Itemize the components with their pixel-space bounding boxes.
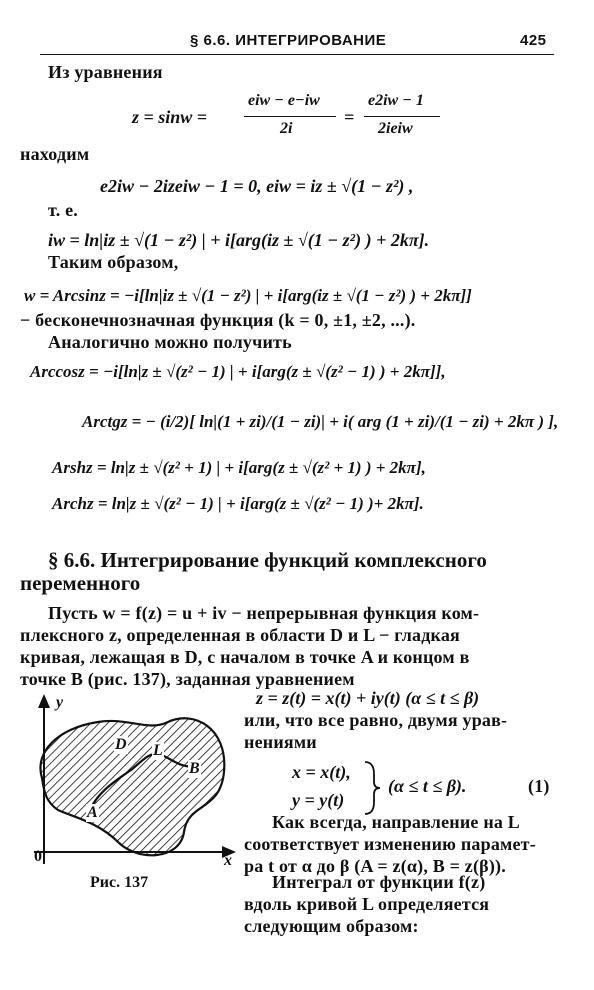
figure-caption: Рис. 137 xyxy=(90,874,149,891)
formula-arccos: Arccosz = −i[ln|z ± √(z² − 1) | + i[arg(z ± √(z² − 1) ) + 2kπ]], xyxy=(30,362,446,381)
region-d xyxy=(40,718,224,855)
text-line: нениями xyxy=(244,732,317,752)
text-line: Таким образом, xyxy=(48,252,179,272)
fraction-2-numerator: e2iw − 1 xyxy=(368,92,424,109)
figure-drawing xyxy=(28,692,244,872)
paragraph-line: точке B (рис. 137), заданная уравнением xyxy=(20,669,355,689)
paragraph-line: Пусть w = f(z) = u + iv − непрерывная функция ком- xyxy=(48,603,480,623)
fraction-2-bar xyxy=(364,116,440,117)
text-line: ра t от α до β (A = z(α), B = z(β)). xyxy=(244,856,506,876)
text-line: − бесконечнозначная функция (k = 0, ±1, ±2, ...). xyxy=(20,310,416,330)
equation-z-of-t: z = z(t) = x(t) + iy(t) (α ≤ t ≤ β) xyxy=(256,688,480,708)
section-heading: § 6.6. Интегрирование функций комплексного xyxy=(48,548,487,572)
formula-equals: = xyxy=(344,107,355,127)
fraction-1-denominator: 2i xyxy=(280,120,293,137)
text-line: Как всегда, направление на L xyxy=(272,812,521,832)
text-line: Интеграл от функции f(z) xyxy=(272,872,486,892)
system-line-y: y = y(t) xyxy=(292,790,345,810)
text-line: т. е. xyxy=(48,200,78,220)
axis-x-label: x xyxy=(224,852,232,869)
fraction-1-numerator: eiw − e−iw xyxy=(248,92,320,109)
text-line: или, что все равно, двумя урав- xyxy=(244,710,508,730)
point-a-label: A xyxy=(87,804,98,821)
y-axis-arrow-icon xyxy=(38,694,50,708)
formula-arch: Archz = ln|z ± √(z² − 1) | + i[arg(z ± √(z² − 1) )+ 2kπ]. xyxy=(52,494,424,513)
system-line-x: x = x(t), xyxy=(292,762,351,782)
system-brace xyxy=(362,760,382,816)
formula-sin-lhs: z = sinw = xyxy=(132,107,208,127)
figure-137 xyxy=(28,692,244,902)
equation-number: (1) xyxy=(528,776,550,796)
text-line: находим xyxy=(20,144,90,164)
curve-l-label: L xyxy=(153,742,163,759)
paragraph-line: кривая, лежащая в D, с началом в точке A и концом в xyxy=(20,647,470,667)
header-rule xyxy=(40,54,554,55)
text-line: Из уравнения xyxy=(48,62,163,82)
formula-arcsin: w = Arcsinz = −i[ln|iz ± √(1 − z²) | + i[arg(iz ± √(1 − z²) ) + 2kπ]] xyxy=(24,286,472,305)
paragraph-line: плексного z, определенная в области D и L − гладкая xyxy=(20,625,460,645)
axis-y-label: y xyxy=(56,694,64,711)
section-heading-cont: переменного xyxy=(20,571,141,595)
text-line: вдоль кривой L определяется xyxy=(244,894,490,914)
page-number: 425 xyxy=(520,32,547,49)
formula-line: iw = ln|iz ± √(1 − z²) | + i[arg(iz ± √(1 − z²) ) + 2kπ]. xyxy=(48,230,430,250)
text-line: соответствует изменению парамет- xyxy=(244,834,536,854)
text-line: Аналогично можно получить xyxy=(48,332,292,352)
formula-arsh: Arshz = ln|z ± √(z² + 1) | + i[arg(z ± √(z² + 1) ) + 2kπ], xyxy=(52,458,426,477)
fraction-1-bar xyxy=(244,116,336,117)
fraction-2-denominator: 2ieiw xyxy=(378,120,413,137)
region-d-label: D xyxy=(115,736,127,753)
running-header: § 6.6. ИНТЕГРИРОВАНИЕ xyxy=(190,32,387,49)
text-line: следующим образом: xyxy=(244,916,419,936)
system-range: (α ≤ t ≤ β). xyxy=(388,776,467,796)
formula-arctg: Arctgz = − (i/2)[ ln|(1 + zi)/(1 − zi)| + i( arg (1 + zi)/(1 − zi) + 2kπ ) ], xyxy=(82,412,559,431)
formula-line: e2iw − 2izeiw − 1 = 0, eiw = iz ± √(1 − z²) , xyxy=(100,176,414,196)
origin-label: 0 xyxy=(34,848,42,865)
point-b-label: B xyxy=(189,760,200,777)
